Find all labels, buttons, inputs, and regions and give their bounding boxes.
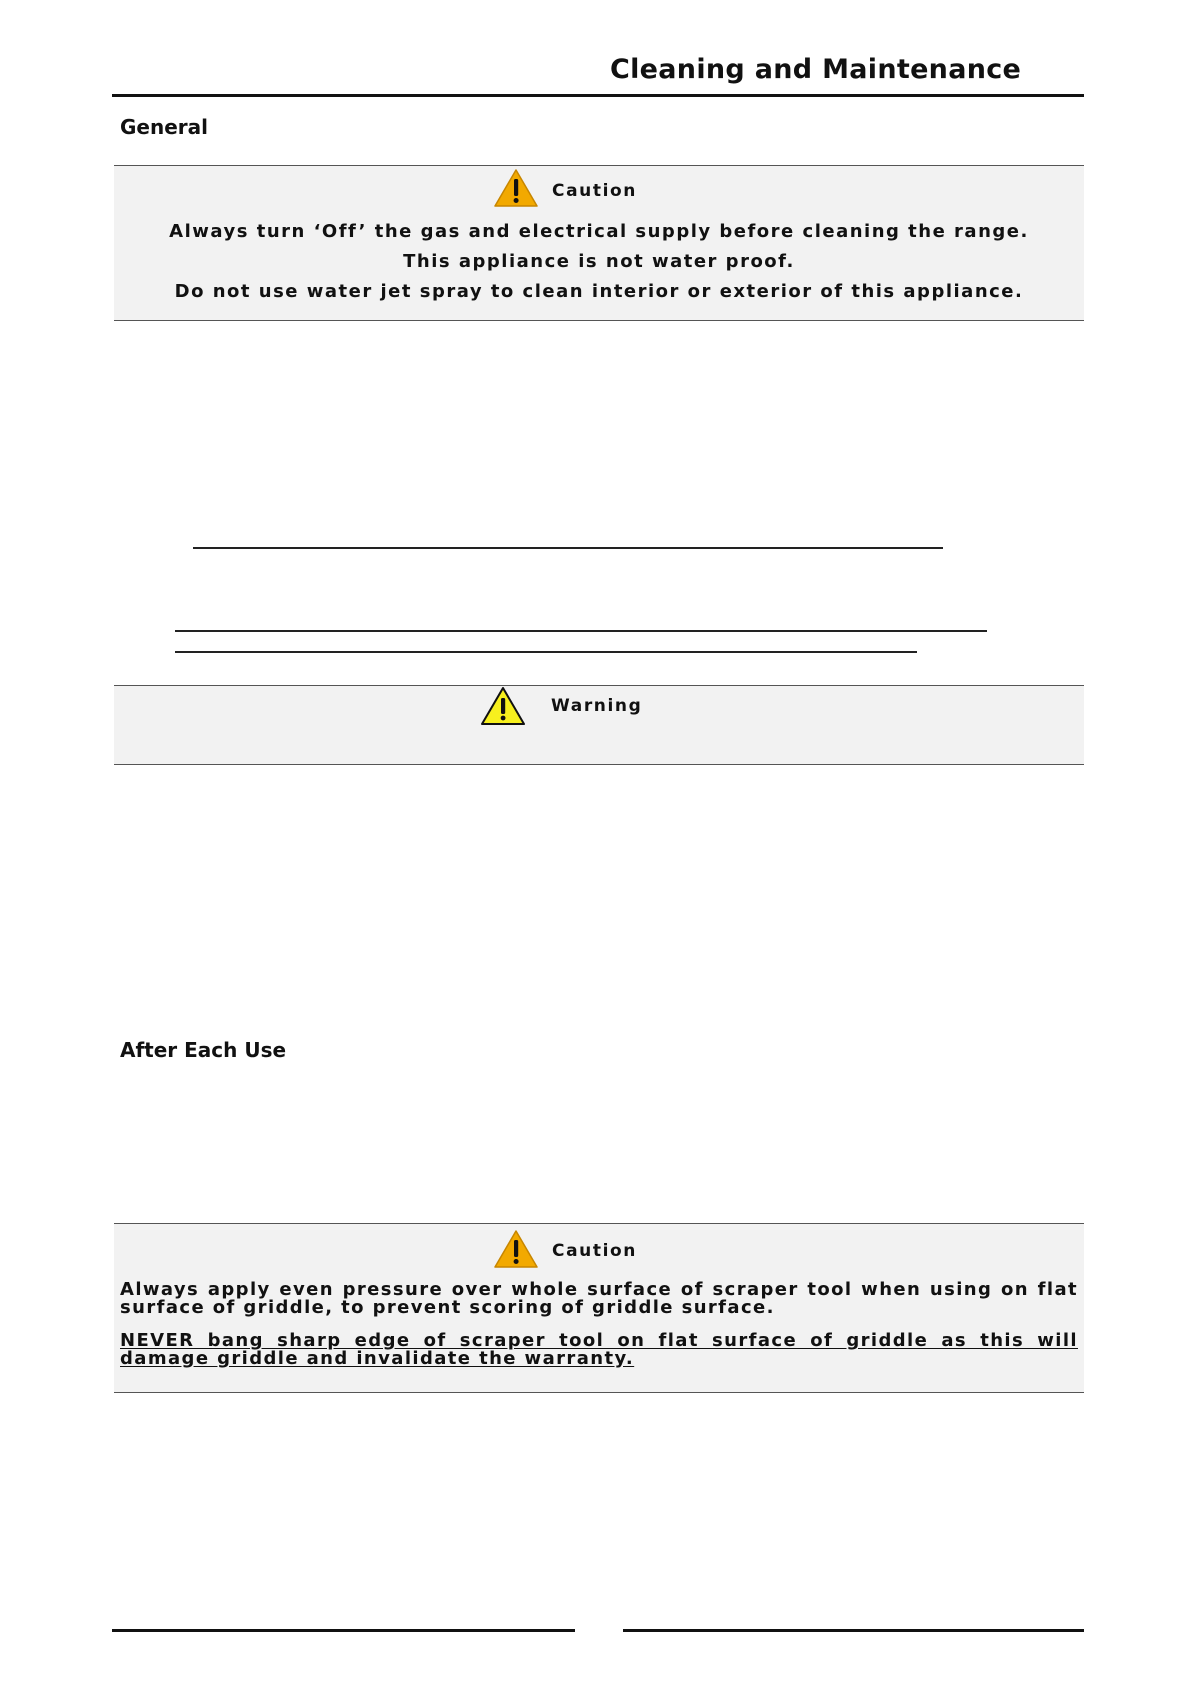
blank-rule [175, 630, 987, 632]
blank-rule [193, 547, 943, 549]
notice-title: Caution [552, 181, 637, 201]
caution-line-2: This appliance is not water proof. [403, 251, 795, 272]
notice-title: Caution [552, 1241, 637, 1261]
notice-header [114, 166, 1084, 212]
page-title: Cleaning and Maintenance [610, 54, 1022, 85]
header-rule [112, 94, 1084, 97]
footer-rule-right [623, 1629, 1084, 1632]
caution-line-1: Always turn ‘Off’ the gas and electrical supply before cleaning the range. [169, 221, 1029, 242]
caution-paragraph-1: Always apply even pressure over whole surface of scraper tool when using on flat surface of griddle, to prevent scoring of griddle surface. [120, 1279, 1078, 1318]
caution-icon [493, 1229, 539, 1269]
notice-title: Warning [551, 696, 643, 716]
warning-notice [114, 685, 1084, 765]
caution-notice-top [114, 165, 1084, 321]
notice-header [114, 686, 1084, 732]
caution-notice-bottom [114, 1223, 1084, 1393]
warning-icon [480, 686, 526, 726]
notice-header [114, 1224, 1084, 1270]
section-heading-general: General [120, 115, 208, 139]
caution-paragraph-2: NEVER bang sharp edge of scraper tool on flat surface of griddle as this will damage griddle and invalidate the warranty. [120, 1330, 1078, 1369]
section-heading-after-each-use: After Each Use [120, 1038, 287, 1062]
caution-line-3: Do not use water jet spray to clean interior or exterior of this appliance. [174, 281, 1024, 302]
footer-rule-left [112, 1629, 575, 1632]
blank-rule [175, 651, 917, 653]
caution-icon [493, 168, 539, 208]
